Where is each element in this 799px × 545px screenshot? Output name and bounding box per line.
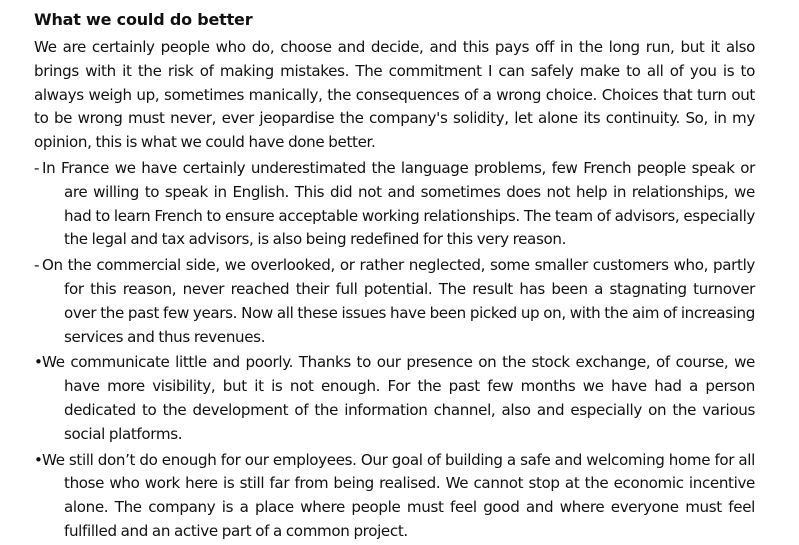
list-item-text: We still don’t do enough for our employees. Our goal of building a safe and welcoming home for all those who work here is still far from being realised. We cannot stop at the economic incentive alone. The company is a place where people must feel good and where everyone must feel fulfilled and an active part of a common project. (42, 450, 755, 540)
list-item (34, 449, 755, 544)
section-heading: What we could do better (34, 10, 253, 29)
list-item (34, 351, 755, 446)
list-item-text: We communicate little and poorly. Thanks to our presence on the stock exchange, of course, we have more visibility, but it is not enough. For the past few months we have had a person dedicated to the development of the information channel, also and especially on the various social platforms. (42, 353, 755, 443)
list-marker: - (34, 256, 40, 275)
list-item-text: On the commercial side, we overlooked, or rather neglected, some smaller customers who, partly for this reason, never reached their full potential. The result has been a stagnating turnover over the past few years. Now all these issues have been picked up on, with the aim of increasing services and thus revenues. (42, 256, 755, 346)
list-item-text: In France we have certainly underestimated the language problems, few French people speak or are willing to speak in English. This did not and sometimes does not help in relationships, we had to learn French to ensure acceptable working relationships. The team of advisors, especially the legal and tax advisors, is also being redefined for this very reason. (42, 158, 755, 249)
intro-paragraph: We are certainly people who do, choose and decide, and this pays off in the long run, but it also brings with it the risk of making mistakes. The commitment I can safely make to all of you is to always weigh up, sometimes manically, the consequences of a wrong choice. Choices that turn out to be wrong must never, ever jeopardise the company's solidity, let alone its continuity. So, in my opinion, this is what we could have done better. (34, 38, 755, 152)
list-marker: • (34, 353, 43, 372)
issues-list (34, 157, 755, 544)
list-marker: • (34, 450, 43, 469)
list-marker: - (34, 158, 40, 177)
list-item (34, 254, 755, 349)
list-item (34, 157, 755, 252)
